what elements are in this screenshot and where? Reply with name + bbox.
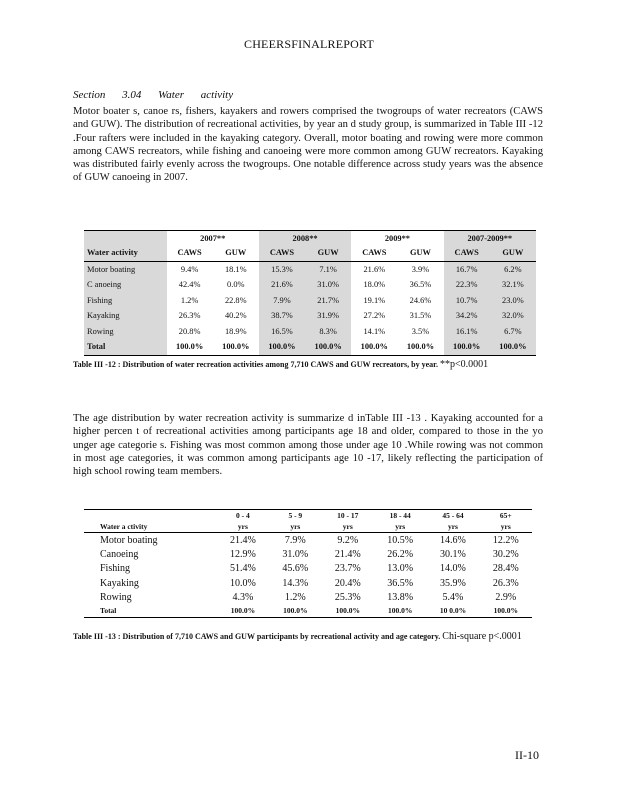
table-cell: 26.3% [492,577,519,589]
age-group-header: 0 - 4 [217,510,269,522]
section-title: Section 3.04 Water activity [73,89,234,101]
table-cell: 23.7% [334,563,361,575]
row-label: C anoeing [84,277,167,293]
column-header: CAWS [259,245,305,261]
table-cell: 6.7% [490,324,536,340]
table-cell: 31.0% [282,548,309,560]
table-cell: 100.0% [269,604,321,618]
column-header: CAWS [444,245,490,261]
row-label: Fishing [100,563,131,575]
table-row [84,590,532,604]
row-label: Total [84,339,167,355]
table-cell: 21.6% [259,277,305,293]
table-cell: 100.0% [480,604,532,618]
table-cell: 36.5% [387,577,414,589]
table-cell: 100.0% [167,339,213,355]
table-cell: 10.0% [229,577,256,589]
age-group-header: 65+ [480,510,532,522]
table-cell: 20.4% [334,577,361,589]
year-group-header: 2009** [351,231,443,246]
column-header: GUW [490,245,536,261]
table-cell: 100.0% [374,604,426,618]
table-cell: 24.6% [409,295,432,305]
table-cell: 19.1% [363,295,386,305]
table-cell: 31.0% [305,277,351,293]
table-cell: 38.7% [259,308,305,324]
table-cell: 14.6% [440,534,466,546]
table-cell: 2.9% [495,591,517,603]
table-row [84,576,532,590]
page-number: II-10 [515,748,539,762]
table-cell: 40.2% [224,311,247,321]
row-label: Kayaking [100,577,139,589]
table-cell: 30.1% [440,548,466,560]
table-activity-by-age [84,509,532,618]
table-cell: 26.3% [178,311,201,321]
table-cell: 13.8% [387,591,414,603]
table-cell: 14.1% [363,326,386,336]
caption-significance: Chi-square p<.0001 [442,631,522,642]
table-cell: 5.4% [442,591,464,603]
table-cell: 6.2% [490,261,536,277]
table-cell: 14.3% [282,577,309,589]
table-cell: 36.5% [409,280,432,290]
column-header: GUW [397,245,443,261]
table-activity-by-year [84,230,536,356]
row-label: Rowing [100,591,132,603]
table-cell: 8.3% [305,324,351,340]
unit-label: yrs [426,521,479,533]
table-cell: 21.6% [363,264,386,274]
table-cell: 21.7% [305,293,351,309]
table-cell: 26.2% [387,548,414,560]
year-group-header: 2008** [259,231,351,246]
column-header: GUW [213,245,259,261]
table-cell: 13.0% [387,563,414,575]
unit-label: yrs [322,521,374,533]
table-cell: 1.2% [284,591,306,603]
table-cell: 100.0% [217,604,269,618]
table-cell: 10.5% [387,534,414,546]
table-cell: 10.7% [444,293,490,309]
table-cell: 3.5% [411,326,430,336]
table-cell: 4.3% [232,591,254,603]
table-cell: 100.0% [322,604,374,618]
caption-text: Table III -12 : Distribution of water recreation activities among 7,710 CAWS and GUW recreators, by year. [73,360,438,369]
row-label: Kayaking [84,308,167,324]
table-cell: 45.6% [282,563,309,575]
table-cell: 100.0% [213,339,259,355]
table-total-row [84,339,536,355]
row-header: Water a ctivity [84,521,217,533]
table-cell: 7.1% [305,261,351,277]
table-cell: 12.9% [229,548,256,560]
table-row [84,562,532,576]
table-cell: 21.4% [229,534,256,546]
table-cell: 12.2% [492,534,519,546]
table-cell: 23.0% [490,293,536,309]
table-cell: 32.0% [490,308,536,324]
caption-text: Table III -13 : Distribution of 7,710 CAWS and GUW participants by recreational activity and age category. [73,632,441,641]
table-row [84,277,536,293]
table-cell: 100.0% [490,339,536,355]
unit-label: yrs [269,521,321,533]
table-cell: 20.8% [178,326,201,336]
row-label: Motor boating [100,534,158,546]
table-cell: 16.7% [444,261,490,277]
table-caption [73,358,535,371]
table-cell: 15.3% [259,261,305,277]
paragraph-age: The age distribution by water recreation activity is summarize d inTable III -13 . Kayaking accounted for a higher percen t of recreational activities among participants age 18 and older, compared to those in the yo unger age categorie s. Fishing was most common among those under age 10 .While rowing was not common in most age categories, it was common among participants age 10 -17, likely reflecting the participation of high school rowing team members. [73,413,543,478]
row-label: Motor boating [84,261,167,277]
table-cell: 9.2% [337,534,359,546]
age-group-header: 5 - 9 [269,510,321,522]
age-group-header: 10 - 17 [322,510,374,522]
table-cell: 16.5% [259,324,305,340]
table-cell: 31.9% [305,308,351,324]
table-cell: 32.1% [490,277,536,293]
table-cell: 16.1% [444,324,490,340]
column-header: CAWS [167,245,213,261]
table-cell: 9.4% [180,264,199,274]
unit-label: yrs [217,521,269,533]
table-cell: 1.2% [180,295,199,305]
year-group-header: 2007** [167,231,259,246]
table-cell: 31.5% [409,311,432,321]
column-header: GUW [305,245,351,261]
row-label: Rowing [84,324,167,340]
table-cell: 10 0.0% [426,604,479,618]
row-label: Canoeing [100,548,139,560]
table-cell: 100.0% [351,339,397,355]
table-row [84,533,532,548]
column-header: CAWS [351,245,397,261]
table-total-row [84,604,532,618]
caption-significance: **p<0.0001 [439,359,489,370]
table-row [84,324,536,340]
unit-label: yrs [374,521,426,533]
table-cell: 3.9% [411,264,430,274]
table-cell: 7.9% [259,293,305,309]
table-cell: 18.1% [224,264,247,274]
table-cell: 18.0% [363,280,386,290]
table-cell: 22.3% [444,277,490,293]
table-cell: 18.9% [224,326,247,336]
table-cell: 14.0% [440,563,466,575]
table-cell: 27.2% [363,311,386,321]
table-cell: 100.0% [259,339,305,355]
table-cell: 25.3% [334,591,361,603]
row-label: Total [84,604,217,618]
table-cell: 42.4% [178,280,201,290]
table-cell: 100.0% [397,339,443,355]
table-cell: 51.4% [229,563,256,575]
table-cell: 28.4% [492,563,519,575]
table-row [84,293,536,309]
table-cell: 21.4% [334,548,361,560]
table-row [84,308,536,324]
age-group-header: 18 - 44 [374,510,426,522]
year-group-header: 2007-2009** [444,231,536,246]
paragraph-intro: Motor boater s, canoe rs, fishers, kayakers and rowers comprised the twogroups of water recreators (CAWS and GUW). The distribution of recreational activities, by year an d study group, is summarized in Table III -12 .Four rafters were included in the kayaking category. Overall, motor boating and rowing were more common among CAWS recreators, while fishing and canoeing were more common among GUW recreators. Kayaking was distributed fairly evenly across the twogroups. One notable difference across study years was the absence of GUW canoeing in 2007. [73,106,543,184]
table-cell: 100.0% [305,339,351,355]
table-cell: 7.9% [284,534,306,546]
running-header: CHEERSFINALREPORT [243,37,375,51]
row-header: Water activity [84,245,167,261]
table-row [84,261,536,277]
table-cell: 35.9% [440,577,466,589]
table-cell: 30.2% [492,548,519,560]
table-caption [73,630,528,643]
unit-label: yrs [480,521,532,533]
table-cell: 22.8% [224,295,247,305]
table-cell: 34.2% [444,308,490,324]
age-group-header: 45 - 64 [426,510,479,522]
table-cell: 100.0% [444,339,490,355]
table-row [84,547,532,561]
row-label: Fishing [84,293,167,309]
table-cell: 0.0% [227,280,245,290]
